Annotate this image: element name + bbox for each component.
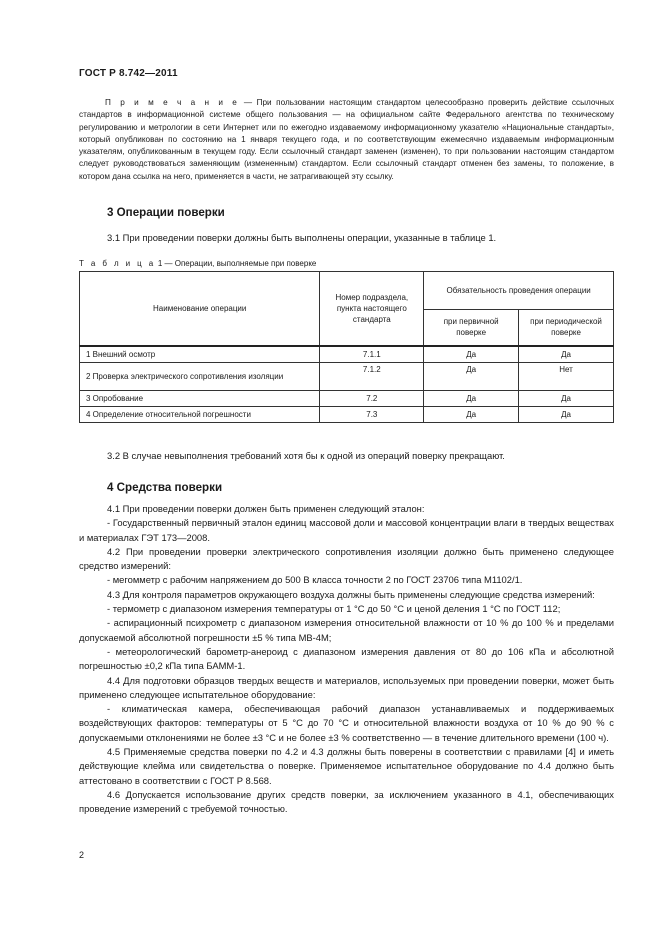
paragraph: - Государственный первичный эталон единиц массовой доли и массовой концентрации влаги в твердых веществах и материалах ГЭТ 173—2008. <box>79 517 614 543</box>
paragraph: 4.2 При проведении проверки электрического сопротивления изоляции должно быть применено следующее средство измерений: <box>79 545 614 572</box>
section-4-title: 4 Средства поверки <box>107 481 223 494</box>
page-number: 2 <box>79 850 85 860</box>
note-text: — При пользовании настоящим стандартом целесообразно проверить действие ссылочных стандартов в информационной системе общего пользования — на официальном сайте Федерального агентства по техническому регулированию и метрологии в сети Интернет или по ежегодно издаваемому информационному указателю «Национальные стандарты», который опубликован по состоянию на 1 января текущего года, и по соответствующим ежемесячно издаваемым информационным указателям, опубликованным в текущем году. Если ссылочный стандарт заменен (изменен), то при пользовании настоящим стандартом следует руководствоваться заменяющим (измененным) стандартом. Если ссылочный стандарт отменен без замены, то положение, в котором дана ссылка на него, применяется в части, не затрагивающей эту ссылку. <box>79 98 614 181</box>
column-header-subsection: Номер подраздела, пункта настоящего стандарта <box>320 272 424 346</box>
note-paragraph <box>79 97 614 183</box>
paragraph: 4.6 Допускается использование других средств поверки, за исключением указанного в 4.1, обеспечивающих проведение измерений с требуемой точностью. <box>79 788 614 815</box>
section-3-paragraph-1: 3.1 При проведении поверки должны быть выполнены операции, указанные в таблице 1. <box>107 232 497 243</box>
table-row: 3 Опробование 7.2 Да Да <box>80 390 614 406</box>
reference-note <box>79 97 614 183</box>
paragraph: - климатическая камера, обеспечивающая рабочий диапазон устанавливаемых и поддерживаемых воздействующих факторов: температуры от 5 °С до 70 °С и относительной влажности воздуха от 10 % до 90 % с допускаемыми отклонениями не более ±3 °С и не более ±3 % соответственно — в течение длительного времени (100 ч). <box>79 703 614 743</box>
section-4-body <box>79 502 614 817</box>
paragraph: - аспирационный психрометр с диапазоном измерения относительной влажности от 10 % до 100 % и пределами допускаемой абсолютной погрешности ±5 % типа МВ-4М; <box>79 617 614 643</box>
paragraph: - мегомметр с рабочим напряжением до 500 В класса точности 2 по ГОСТ 23706 типа М1102/1. <box>107 574 523 586</box>
column-header-primary: при первичной поверке <box>424 310 519 346</box>
paragraph: - термометр с диапазоном измерения температуры от 1 °С до 50 °С и ценой деления 1 °С по ГОСТ 112; <box>107 603 561 615</box>
note-label: П р и м е ч а н и е <box>105 98 240 107</box>
paragraph: 4.3 Для контроля параметров окружающего воздуха должны быть применены следующие средства измерений: <box>107 588 595 600</box>
paragraph: - метеорологический барометр-анероид с диапазоном измерения давления от 80 до 106 кПа и абсолютной погрешностью ±0,2 кПа типа БАММ-1. <box>79 645 614 672</box>
table-row: 2 Проверка электрического сопротивления изоляции 7.1.2 Да Нет <box>80 362 614 390</box>
table-row: 4 Определение относительной погрешности 7.3 Да Да <box>80 406 614 422</box>
table-row: 1 Внешний осмотр 7.1.1 Да Да <box>80 346 614 363</box>
table-caption: Т а б л и ц а 1 — Операции, выполняемые при поверке <box>79 259 317 268</box>
paragraph: 4.4 Для подготовки образцов твердых веществ и материалов, используемых при проведении поверки, может быть применено следующее испытательное оборудование: <box>79 674 614 700</box>
column-header-periodic: при периодической поверке <box>519 310 614 346</box>
column-header-operation: Наименование операции <box>80 272 320 346</box>
operations-table <box>79 271 614 423</box>
paragraph: 4.1 При проведении поверки должен быть применен следующий эталон: <box>107 503 425 514</box>
section-3-title: 3 Операции поверки <box>107 206 225 219</box>
column-header-obligation: Обязательность проведения операции <box>424 272 614 310</box>
section-3-paragraph-2: 3.2 В случае невыполнения требований хотя бы к одной из операций поверку прекращают. <box>107 450 505 461</box>
paragraph: 4.5 Применяемые средства поверки по 4.2 и 4.3 должны быть поверены в соответствии с правилами [4] и иметь действующие клейма или свидетельства о поверке. Применяемое испытательное оборудование по 4.4 должно быть аттестовано в соответствии с ГОСТ Р 8.568. <box>79 746 614 786</box>
document-header: ГОСТ Р 8.742—2011 <box>79 68 178 79</box>
